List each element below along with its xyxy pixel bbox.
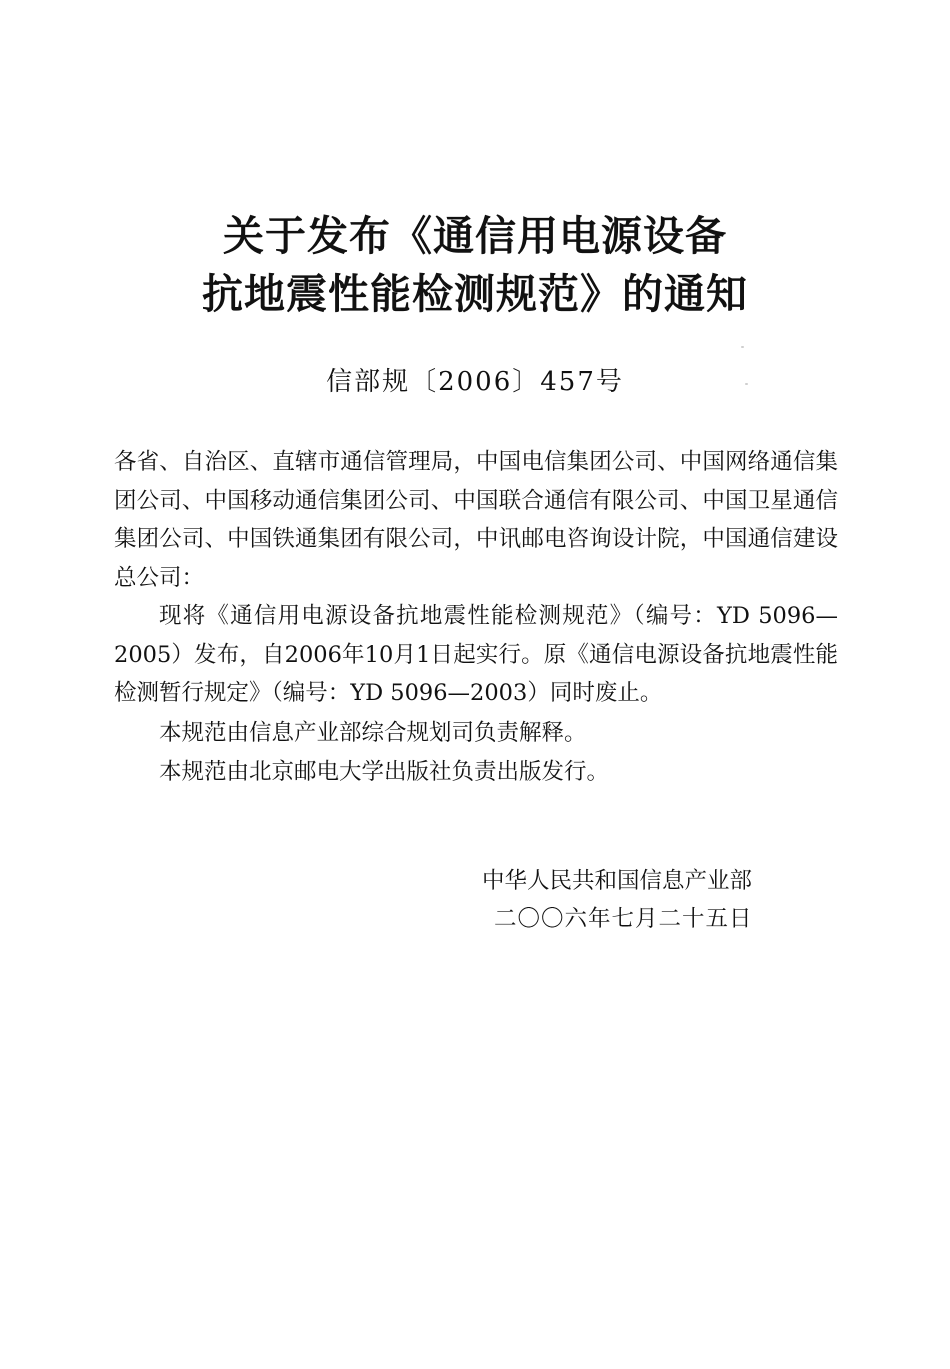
- scan-speck: [745, 383, 748, 385]
- issuing-organization: 中华人民共和国信息产业部: [482, 868, 753, 894]
- addressee-paragraph: 各省、自治区、直辖市通信管理局，中国电信集团公司、中国网络通信集团公司、中国移动通信集团公司、中国联合通信有限公司、中国卫星通信集团公司、中国铁通集团有限公司，中讯邮电咨询设计院，中国通信建设总公司：: [114, 449, 838, 591]
- scan-speck: [741, 346, 744, 348]
- interpretation-paragraph: 本规范由信息产业部综合规划司负责解释。: [159, 720, 587, 746]
- document-number: 信部规〔2006〕457号: [326, 367, 624, 397]
- publication-paragraph: 现将《通信用电源设备抗地震性能检测规范》（编号：YD 5096—2005）发布，自2006年10月1日起实行。原《通信电源设备抗地震性能检测暂行规定》（编号：YD 5096—2003）同时废止。: [114, 603, 838, 706]
- issue-date: 二〇〇六年七月二十五日: [494, 906, 753, 932]
- notice-title-line-1: 关于发布《通信用电源设备: [223, 212, 727, 260]
- notice-title-line-2: 抗地震性能检测规范》的通知: [202, 270, 748, 318]
- publishing-paragraph: 本规范由北京邮电大学出版社负责出版发行。: [159, 759, 610, 785]
